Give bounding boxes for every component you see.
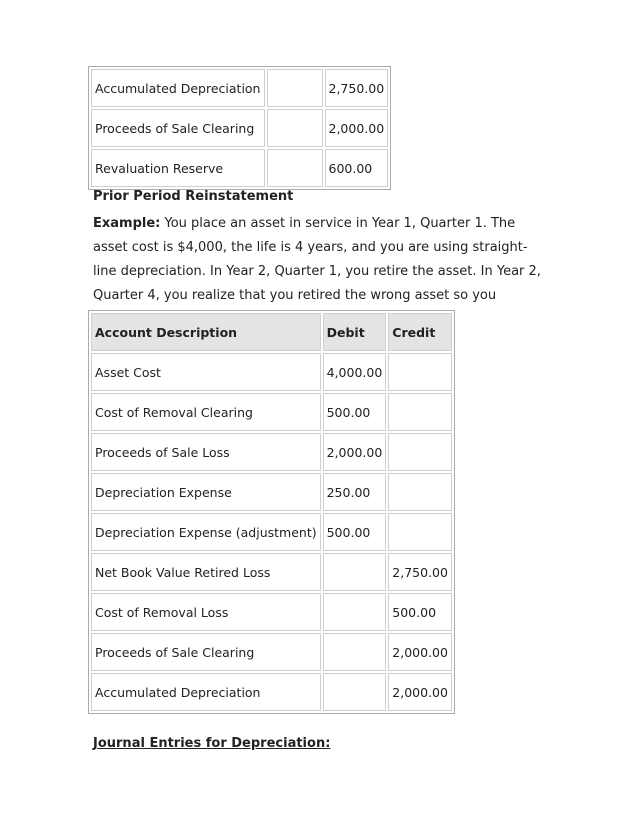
account-description-cell: Accumulated Depreciation bbox=[91, 69, 265, 107]
debit-cell: 2,000.00 bbox=[323, 433, 387, 471]
credit-cell: 2,000.00 bbox=[325, 109, 389, 147]
reinstatement-entries-table bbox=[88, 310, 455, 714]
debit-cell: 4,000.00 bbox=[323, 353, 387, 391]
credit-cell: 2,750.00 bbox=[388, 553, 452, 591]
account-description-cell: Proceeds of Sale Loss bbox=[91, 433, 321, 471]
credit-cell bbox=[388, 433, 452, 471]
table-row bbox=[91, 633, 452, 671]
table-row bbox=[91, 353, 452, 391]
column-header-debit: Debit bbox=[323, 313, 387, 351]
table-row bbox=[91, 473, 452, 511]
credit-cell bbox=[388, 473, 452, 511]
table-row bbox=[91, 149, 388, 187]
table-row bbox=[91, 593, 452, 631]
example-text: You place an asset in service in Year 1, Quarter 1. The asset cost is $4,000, the life is 4 years, and you are using straight-line depreciation. In Year 2, Quarter 1, you retire the asset. In Year 2, Quarter 4, you realize that you retired the wrong asset so you bbox=[93, 216, 541, 303]
section-heading: Prior Period Reinstatement bbox=[93, 189, 294, 204]
debit-cell bbox=[267, 109, 323, 147]
column-header-credit: Credit bbox=[388, 313, 452, 351]
credit-cell bbox=[388, 513, 452, 551]
credit-cell bbox=[388, 353, 452, 391]
debit-cell bbox=[323, 633, 387, 671]
account-description-cell: Cost of Removal Clearing bbox=[91, 393, 321, 431]
debit-cell: 500.00 bbox=[323, 393, 387, 431]
account-description-cell: Depreciation Expense bbox=[91, 473, 321, 511]
account-description-cell: Depreciation Expense (adjustment) bbox=[91, 513, 321, 551]
credit-cell bbox=[388, 393, 452, 431]
debit-cell bbox=[323, 673, 387, 711]
account-description-cell: Proceeds of Sale Clearing bbox=[91, 633, 321, 671]
credit-cell: 600.00 bbox=[325, 149, 389, 187]
example-label: Example: bbox=[93, 216, 161, 231]
debit-cell bbox=[323, 593, 387, 631]
account-description-cell: Proceeds of Sale Clearing bbox=[91, 109, 265, 147]
table-row bbox=[91, 513, 452, 551]
table-row bbox=[91, 433, 452, 471]
credit-cell: 2,000.00 bbox=[388, 673, 452, 711]
column-header-description: Account Description bbox=[91, 313, 321, 351]
debit-cell bbox=[267, 69, 323, 107]
table-header-row bbox=[91, 313, 452, 351]
table-row bbox=[91, 109, 388, 147]
credit-cell: 2,750.00 bbox=[325, 69, 389, 107]
journal-entries-heading: Journal Entries for Depreciation: bbox=[93, 736, 331, 751]
table-row bbox=[91, 673, 452, 711]
table-row bbox=[91, 553, 452, 591]
account-description-cell: Asset Cost bbox=[91, 353, 321, 391]
debit-cell: 500.00 bbox=[323, 513, 387, 551]
debit-cell bbox=[323, 553, 387, 591]
debit-cell bbox=[267, 149, 323, 187]
account-description-cell: Accumulated Depreciation bbox=[91, 673, 321, 711]
account-description-cell: Revaluation Reserve bbox=[91, 149, 265, 187]
table-row bbox=[91, 393, 452, 431]
credit-cell: 2,000.00 bbox=[388, 633, 452, 671]
account-description-cell: Net Book Value Retired Loss bbox=[91, 553, 321, 591]
table-row bbox=[91, 69, 388, 107]
retirement-entries-table bbox=[88, 66, 391, 190]
credit-cell: 500.00 bbox=[388, 593, 452, 631]
account-description-cell: Cost of Removal Loss bbox=[91, 593, 321, 631]
debit-cell: 250.00 bbox=[323, 473, 387, 511]
